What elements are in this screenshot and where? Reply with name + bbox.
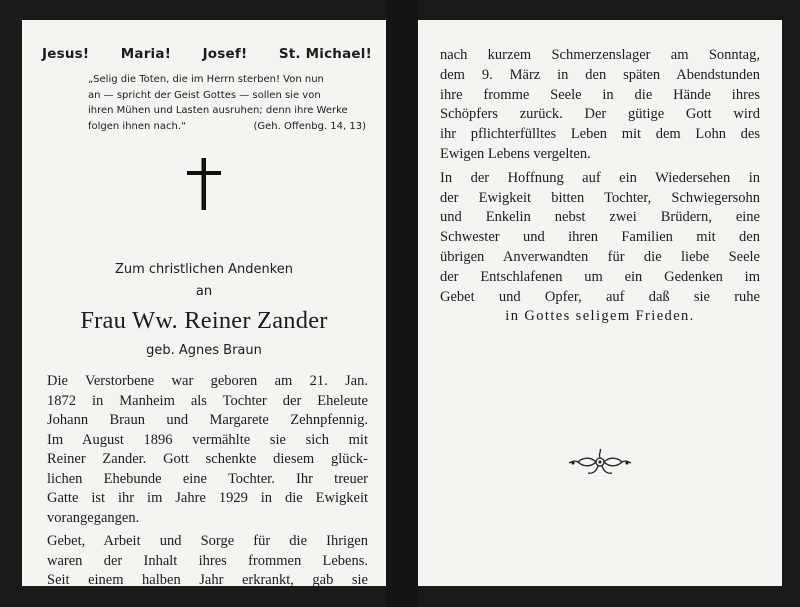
text-line: Gebet und Opfer, auf daß sie ruhe [440,288,760,305]
text-line: und Enkelin nebst zwei Brüdern, eine [440,209,760,226]
text-line: Schöpfers zurück. Der gütige Gott wird [440,106,760,123]
continuation-text [440,46,760,327]
quote-text-end: folgen ihnen nach.“ [88,120,187,132]
maiden-name: geb. Agnes Braun [146,343,262,358]
bio-line: vorangegangen. [47,509,140,526]
text-line: nach kurzem Schmerzenslager am Sonntag, [440,47,760,63]
invocation-maria: Maria! [120,46,172,62]
text-line: Ewigen Lebens vergelten. [440,145,591,162]
text-line: ihr pflichterfülltes Leben mit dem Lohn des [440,126,760,143]
bio-line: Reiner Zander. Gott schenkte diesem glück- [47,451,368,467]
bio-line: lichen Ehebunde eine Tochter. Ihr treuer [47,470,368,487]
floral-ornament-icon [568,448,632,478]
invocation-josef: Josef! [202,46,248,62]
text-line: ihre fromme Seele in die Hände ihres [440,86,760,103]
text-line: der Entschlafenen um ein Gedenken im [440,268,760,285]
remembrance-heading: Zum christlichen Andenken [114,262,294,277]
bio-line: Im August 1896 vermählte sie sich mit [47,431,368,448]
invocation-line [42,46,372,62]
quote-reference: (Geh. Offenbg. 14, 13) [253,120,366,132]
biography [47,372,368,591]
text-line: In der Hoffnung auf ein Wiedersehen in [440,169,760,186]
deceased-name: Frau Ww. Reiner Zander [80,307,328,334]
request-paragraph [440,169,760,327]
text-line: der Ewigkeit bitten Tochter, Schwiegersohn [440,189,760,206]
bio-line: waren der Inhalt ihres frommen Lebens. [47,552,368,569]
bio-line: Gebet, Arbeit und Sorge für die Ihrigen [47,533,368,549]
bio-line: Die Verstorbene war geboren am 21. Jan. [47,373,368,389]
text-line: Schwester und ihren Familien mit den [440,229,760,246]
text-line: dem 9. März in den späten Abendstunden [440,66,760,83]
invocation-jesus: Jesus! [42,46,90,62]
latin-cross-icon [185,158,223,210]
closing-line: in Gottes seligem Frieden. [505,308,695,325]
quote-line: „Selig die Toten, die im Herrn sterben! Von nun [88,74,324,85]
bio-line: Johann Braun und Margarete Zehnpfennig. [47,412,368,428]
quote-last-line [88,119,366,135]
bio-line: Gatte ist ihr im Jahre 1929 in die Ewigkeit [47,490,368,506]
bio-line: 1872 in Manheim als Tochter der Eheleute [47,392,368,409]
bio-paragraph-2 [47,532,368,591]
text-line: übrigen Anverwandten für die liebe Seele [440,248,760,265]
quote-line: ihren Mühen und Lasten ausruhen; denn ihre Werke [88,105,348,116]
left-page [22,20,386,586]
invocation-michael: St. Michael! [278,46,372,62]
remembrance-an: an [195,284,213,299]
card-fold [386,0,418,607]
quote-line: an — spricht der Geist Gottes — sollen sie von [88,89,321,101]
right-page [418,20,782,586]
bio-line: Seit einem halben Jahr erkrankt, gab sie [47,572,368,588]
scripture-quote [88,72,366,134]
